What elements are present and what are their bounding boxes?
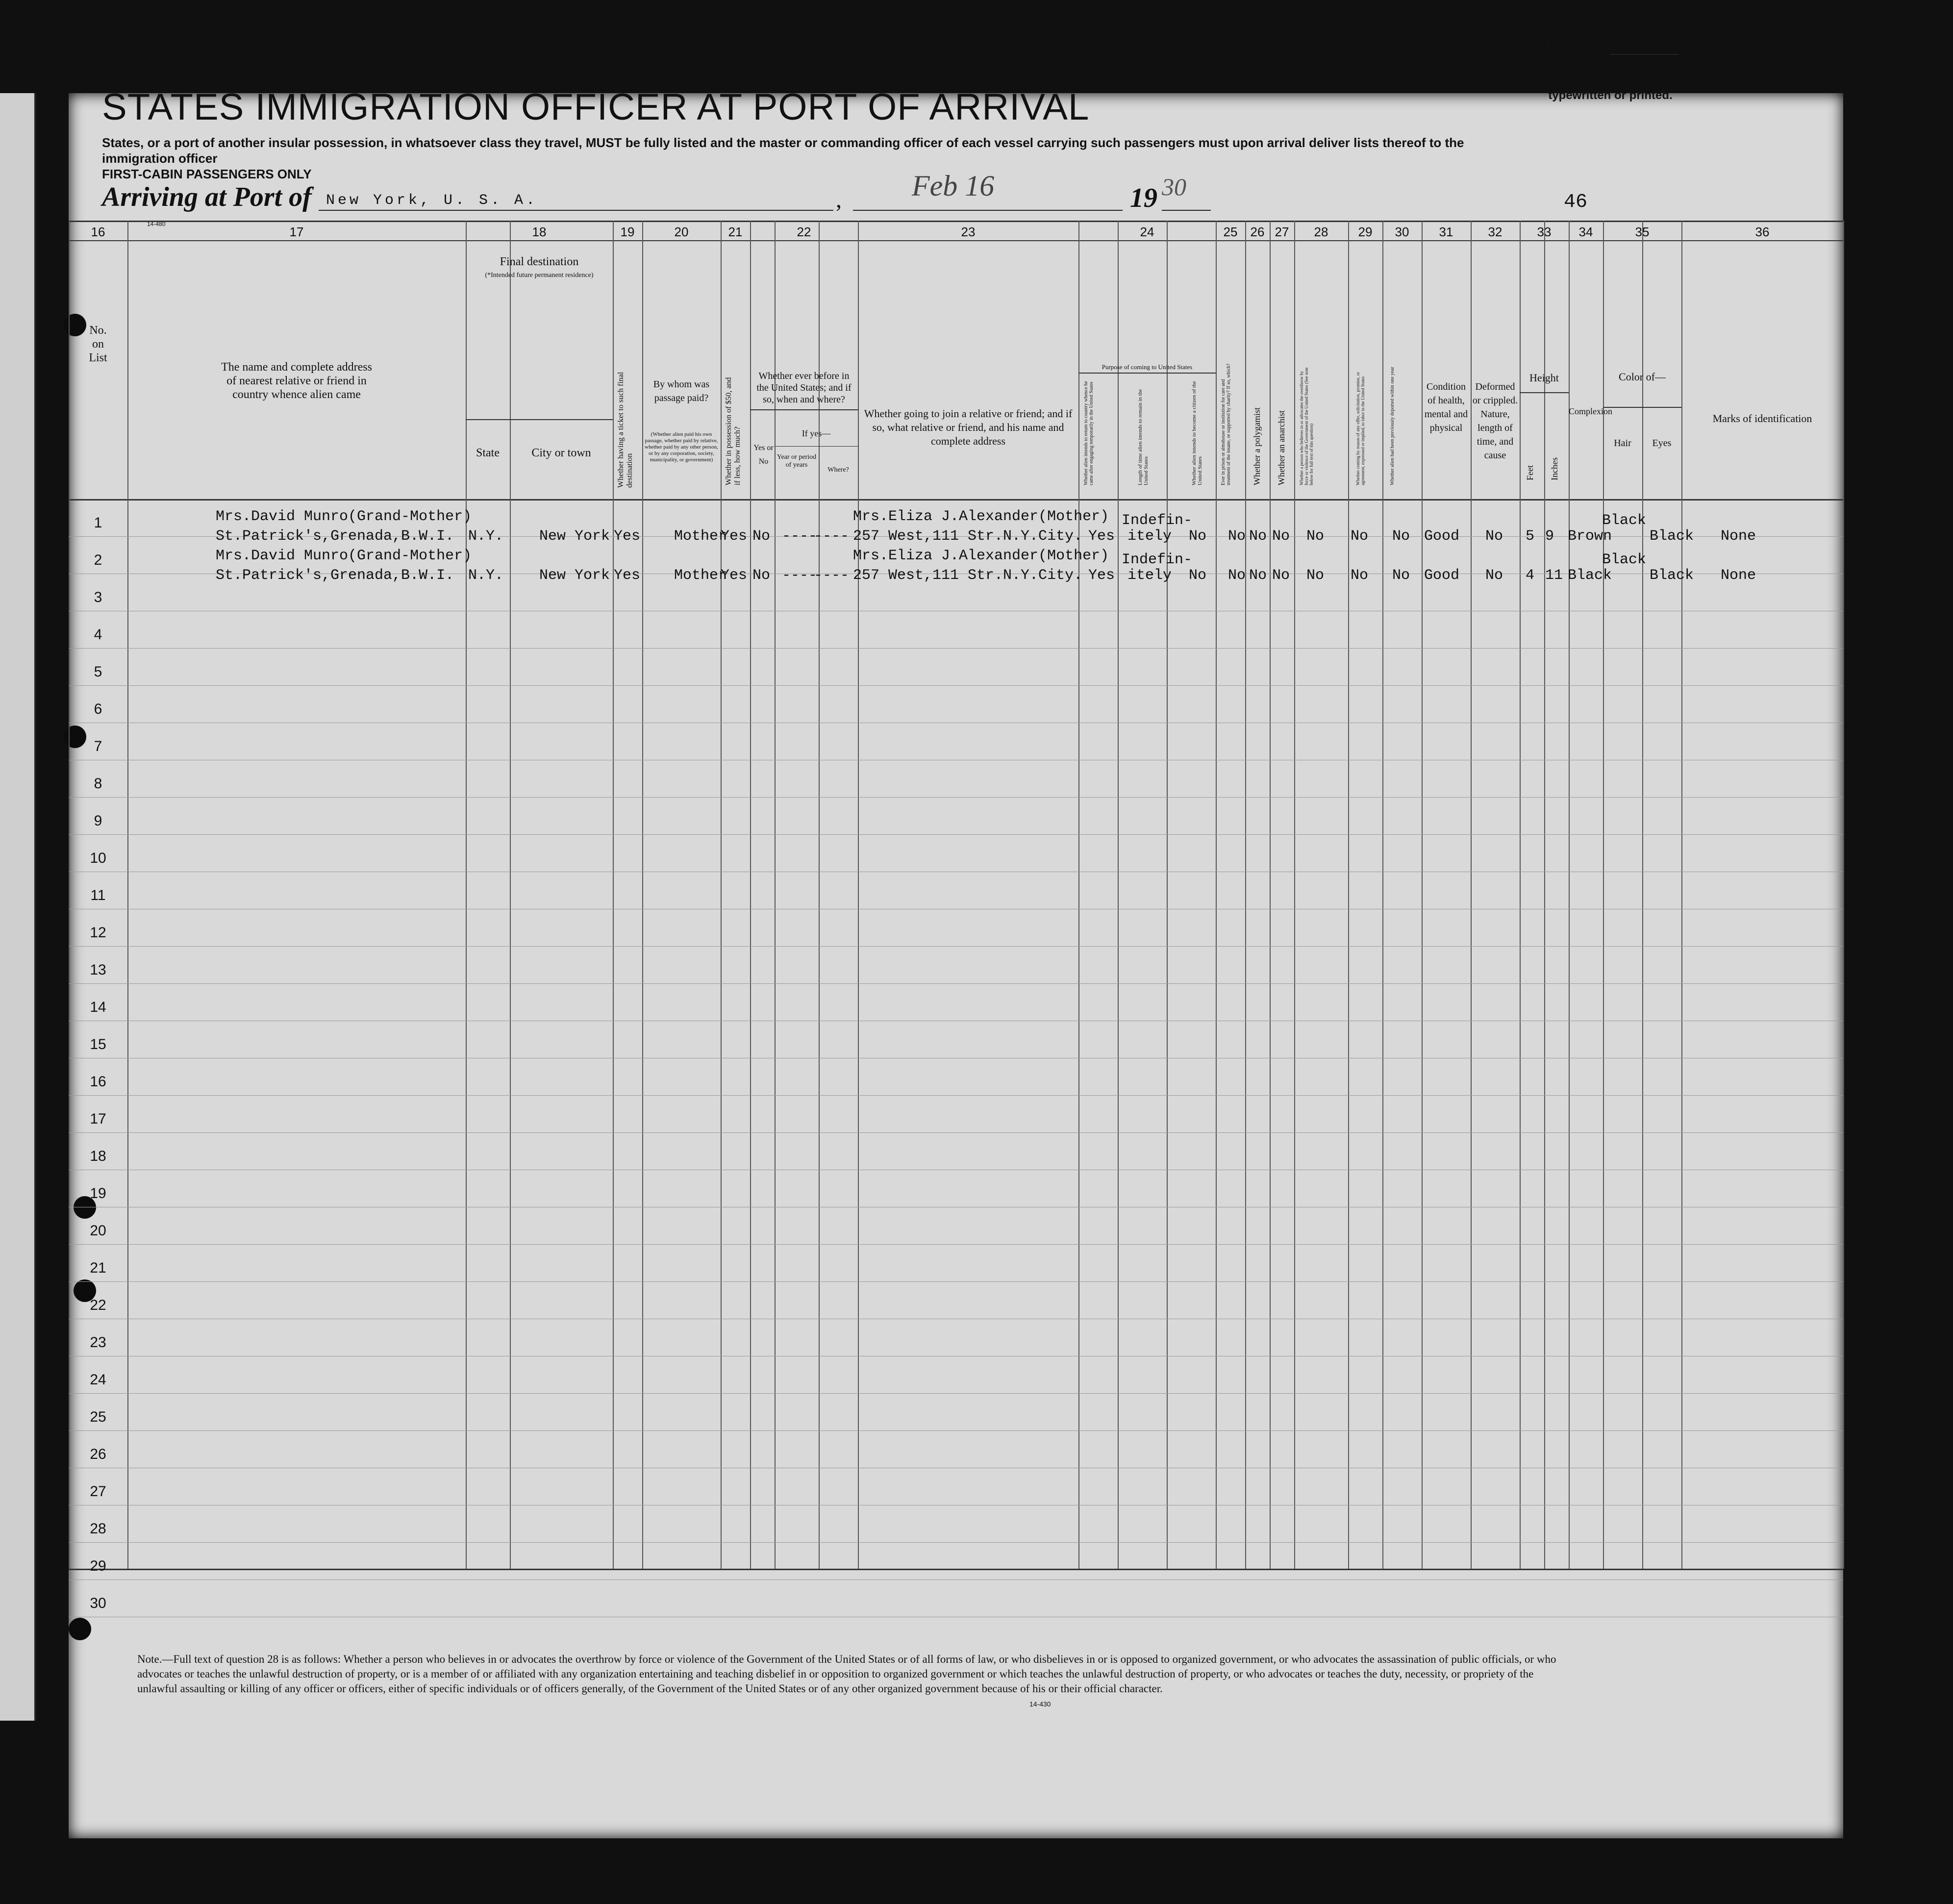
colnum-21: 21 [728,225,743,239]
joining-relative-name: Mrs.Eliza J.Alexander(Mother) [853,548,1109,564]
header-inches: Inches [1550,457,1559,480]
hair-color: Black [1602,551,1647,568]
row-rule [69,946,1843,947]
destination-state: N.Y. [468,567,504,584]
row-number: 4 [94,626,102,643]
form-code: 14-430 [1029,1700,1051,1708]
header-ticket: Whether having a ticket to such final destination [617,372,634,488]
class-line: FIRST-CABIN PASSENGERS ONLY [102,167,312,181]
column-divider [1245,221,1246,1569]
destination-city: New York [539,567,610,584]
eye-color: Black [1650,528,1694,545]
arriving-label: Arriving at Port of [102,182,312,212]
header-polygamist: Whether a polygamist [1252,407,1262,485]
colnum-19: 19 [620,225,635,239]
column-divider [858,221,859,1569]
arrival-date-handwritten: Feb 16 [912,170,995,202]
nearest-relative-address: St.Patrick's,Grenada,B.W.I. [216,567,454,584]
height-inches: 9 [1545,528,1554,545]
colnum-23: 23 [961,225,976,239]
header-if-yes: If yes— [801,428,831,438]
height-feet: 5 [1526,528,1535,545]
column-divider [1078,221,1079,1569]
ever-before-subrule [750,409,858,410]
where-in-us: ---- [814,528,850,545]
header-where: Where? [827,466,849,474]
header-final-destination [466,255,613,282]
row-number: 16 [90,1074,106,1090]
intends-return: Yes [1088,528,1115,545]
identification-marks: None [1721,567,1756,584]
if-yes-subrule [775,446,858,447]
header-paid-by-note: (Whether alien paid his own passage, whether paid by relative, whether paid by any other person, or by any corporation, society, municipality, or government) [645,431,718,463]
header-nearest-relative: The name and complete address of nearest relative or friend in country whence alien came [221,361,372,401]
header-eyes: Eyes [1652,438,1672,449]
row-number: 25 [90,1409,106,1425]
colnum-29: 29 [1358,225,1373,239]
length-of-stay-line1: Indefin- [1122,551,1193,568]
hair-color: Black [1602,512,1647,529]
header-feet: Feet [1525,465,1535,480]
table-bottom-rule [69,1569,1843,1570]
colnum-22: 22 [797,225,811,239]
column-divider [775,221,776,1569]
color-subrule [1603,407,1681,408]
identification-marks: None [1721,528,1756,545]
header-intends-citizen: Whether alien intends to become a citizen of the United States [1191,381,1203,485]
list-underline [1610,54,1679,55]
colnum-30: 30 [1395,225,1409,239]
has-fifty-dollars: Yes [721,567,748,584]
complexion: Black [1568,567,1612,584]
form-code-top: 14-480 [147,221,166,227]
year-handwritten: 30 [1162,173,1186,200]
anarchist: No [1272,528,1290,545]
destination-state: N.Y. [468,528,504,545]
header-year: Year or period of years [776,453,817,469]
health-condition: Good [1424,528,1460,545]
intends-return: Yes [1088,567,1115,584]
column-divider [1569,221,1570,1569]
row-number: 17 [90,1111,106,1127]
length-of-stay-line2: itely [1127,528,1172,545]
row-number: 12 [90,925,106,941]
header-intends-return: Whether alien intends to return to country whence he came after engaging temporarily in the United States [1083,381,1094,485]
header-purpose: Purpose of coming to United States [1102,363,1193,371]
column-divider [750,221,751,1569]
anarchist: No [1272,567,1290,584]
ever-in-prison: No [1228,528,1246,545]
final-destination-label: Final destination [500,255,579,268]
ever-before-in-us: No [752,567,771,584]
purpose-subrule [1078,373,1216,374]
table-header-rule [69,499,1843,501]
column-divider [1167,221,1168,1569]
port-of-arrival: New York, U. S. A. [326,192,538,209]
column-divider [721,221,722,1569]
header-color-of: Color of— [1619,371,1666,383]
row-number: 8 [94,776,102,792]
column-divider [1520,221,1521,1569]
row-rule [69,834,1843,835]
polygamist: No [1249,528,1267,545]
where-in-us: ---- [814,567,850,584]
sheet-number: 46 [1564,191,1588,213]
page-title: STATES IMMIGRATION OFFICER AT PORT OF ARRIVAL [102,86,1090,128]
row-rule [69,1281,1843,1282]
colnum-33: 33 [1537,225,1552,239]
health-condition: Good [1424,567,1460,584]
adjacent-page-edge [0,93,36,1721]
eye-color: Black [1650,567,1694,584]
column-divider [613,221,614,1569]
nearest-relative-name: Mrs.David Munro(Grand-Mother) [216,508,472,525]
complexion: Brown [1568,528,1612,545]
table-colnum-rule [69,240,1843,241]
column-divider [819,221,820,1569]
header-overthrow: Whether a person who believes in or advocates the overthrow by force or violence of the Government of the United States (See note below for full text of this question) [1299,367,1314,485]
row-number: 27 [90,1483,106,1500]
polygamist: No [1249,567,1267,584]
colnum-31: 31 [1439,225,1453,239]
row-rule [69,1430,1843,1431]
header-paid-by: By whom was passage paid? [653,379,710,403]
column-divider [1118,221,1119,1569]
final-destination-note: (*Intended future permanent residence) [485,272,594,279]
intends-citizen: No [1189,567,1207,584]
destination-city: New York [539,528,610,545]
colnum-17: 17 [289,225,304,239]
row-rule [69,1132,1843,1133]
labor-contract: No [1351,567,1369,584]
header-city: City or town [531,447,591,459]
years-in-us: ---- [782,567,818,584]
row-number: 5 [94,664,102,680]
header-prison: Ever in prison or almshouse or institution for care and treatment of the insane, or supported by charity? If so, which? [1221,363,1231,485]
overthrow-advocate: No [1306,528,1325,545]
row-number: 30 [90,1595,106,1611]
row-number: 21 [90,1260,106,1276]
colnum-28: 28 [1314,225,1328,239]
colnum-20: 20 [674,225,689,239]
row-rule [69,1579,1843,1580]
row-number: 9 [94,813,102,829]
length-of-stay-line1: Indefin- [1122,512,1193,529]
row-number: 11 [90,887,106,903]
row-number: 24 [90,1372,106,1388]
header-length-of-time: Length of time alien intends to remain in the United States [1137,389,1149,485]
header-deformed: Deformed or crippled. Nature, length of time, and cause [1472,381,1518,461]
row-number: 10 [90,850,106,866]
column-divider [1544,221,1545,1569]
height-feet: 4 [1526,567,1535,584]
list-number: 5 [1618,28,1630,55]
list-label: List [1543,35,1577,59]
has-fifty-dollars: Yes [721,528,748,545]
colnum-16: 16 [91,225,105,239]
deformed: No [1485,567,1503,584]
subtitle-text: States, or a port of another insular possession, in whatsoever class they travel, MUST be fully listed and the master or commanding officer of each vessel carrying such passengers must upon arrival deliver lists thereof to the immigration officer [102,135,1464,166]
manifest-sheet [69,93,1843,1838]
height-subrule [1520,392,1569,393]
year-underline [1162,210,1211,211]
joining-relative-address: 257 West,111 Str.N.Y.City. [853,567,1083,584]
row-number: 28 [90,1521,106,1537]
column-divider [1603,221,1604,1569]
column-divider [510,221,511,1569]
colnum-35: 35 [1635,225,1650,239]
joining-relative-name: Mrs.Eliza J.Alexander(Mother) [853,508,1109,525]
header-fifty-dollars: Whether in possession of $50, and if less, how much? [725,377,742,485]
row-number: 26 [90,1446,106,1462]
overthrow-advocate: No [1306,567,1325,584]
binder-hole [69,1618,91,1640]
header-no-on-list: No. on List [89,324,107,364]
row-number: 3 [94,589,102,605]
final-destination-subrule [466,419,613,420]
colnum-27: 27 [1275,225,1289,239]
header-complexion: Complexion [1569,406,1612,416]
row-number: 29 [90,1558,106,1574]
row-number: 23 [90,1334,106,1351]
header-marks: Marks of identification [1712,412,1812,425]
previously-deported: No [1392,528,1410,545]
typewritten-instructions: The entries on this sheet must be typewritten or printed. [1517,74,1704,102]
row-number: 22 [90,1297,106,1313]
row-number: 20 [90,1223,106,1239]
column-divider [1843,221,1844,1569]
binder-hole [64,314,86,336]
colnum-25: 25 [1223,225,1238,239]
row-number: 18 [90,1148,106,1164]
port-underline [319,210,833,211]
ever-before-in-us: No [752,528,771,545]
labor-contract: No [1351,528,1369,545]
row-rule [69,1393,1843,1394]
row-number: 2 [94,552,102,568]
row-rule [69,648,1843,649]
header-health: Condition of health, mental and physical [1424,381,1468,433]
row-rule [69,797,1843,798]
nearest-relative-address: St.Patrick's,Grenada,B.W.I. [216,528,454,545]
row-rule [69,983,1843,984]
has-ticket: Yes [614,528,641,545]
column-divider [1382,221,1383,1569]
column-divider [642,221,643,1569]
colnum-18: 18 [532,225,547,239]
footnote-question-28: Note.—Full text of question 28 is as follows: Whether a person who believes in or advocates the overthrow by force or violence of the Government of the United States or of all forms of law, or who disbelieves in or is opposed to organized government, or who advocates the assassination of public officials, or who advocates or teaches the unlawful destruction of property, or is a member of or affiliated with any organization entertaining and teaching disbelief in or opposition to organized government or which teaches the unlawful destruction of property, or who advocates or teaches the duty, necessity, or propriety of the unlawful assaulting or killing of any officer or officers, either of specific individuals or of officers generally, of the Government of the United States or of any other organized government because of his or their official character. [137,1653,1556,1695]
joining-relative-address: 257 West,111 Str.N.Y.City. [853,528,1083,545]
has-ticket: Yes [614,567,641,584]
row-number: 6 [94,701,102,717]
header-state: State [476,447,500,459]
row-rule [69,1095,1843,1096]
header-join-relative: Whether going to join a relative or friend; and if so, what relative or friend, and his name and complete address [864,407,1073,447]
column-divider [1294,221,1295,1569]
intends-citizen: No [1189,528,1207,545]
row-number: 15 [90,1036,106,1052]
row-rule [69,1244,1843,1245]
row-number: 19 [90,1185,106,1202]
row-number: 1 [94,515,102,531]
column-divider [1642,221,1643,1569]
header-anarchist: Whether an anarchist [1277,410,1286,485]
column-divider [466,221,467,1569]
column-divider [127,221,128,1569]
header-labor: Whether coming by reason of any offer, solicitation, promise, or agreement, expressed or implied, to labor in the United States [1355,372,1365,485]
height-inches: 11 [1545,567,1563,584]
column-divider [1270,221,1271,1569]
passage-paid-by: Mother [674,567,727,584]
colnum-26: 26 [1250,225,1265,239]
colnum-34: 34 [1578,225,1593,239]
nearest-relative-name: Mrs.David Munro(Grand-Mother) [216,548,472,564]
passage-paid-by: Mother [674,528,727,545]
row-rule [69,685,1843,686]
colnum-32: 32 [1488,225,1502,239]
subtitle [102,135,1475,182]
colnum-36: 36 [1755,225,1770,239]
header-ever-before: Whether ever before in the United States; and if so, when and where? [756,371,851,405]
table-top-rule [69,221,1843,222]
column-divider [1348,221,1349,1569]
row-rule [69,1542,1843,1543]
column-divider [1216,221,1217,1569]
length-of-stay-line2: itely [1127,567,1172,584]
header-yes-no: Yes or No [753,444,774,466]
previously-deported: No [1392,567,1410,584]
row-number: 13 [90,962,106,978]
date-underline [853,210,1123,211]
year-printed: 19 [1130,183,1157,213]
header-hair: Hair [1614,438,1631,449]
deformed: No [1485,528,1503,545]
header-height: Height [1529,372,1559,384]
comma: , [836,187,842,213]
ever-in-prison: No [1228,567,1246,584]
colnum-24: 24 [1140,225,1154,239]
header-deported: Whether alien had been previously deported within one year [1390,367,1395,485]
row-number: 14 [90,999,106,1015]
row-number: 7 [94,738,102,754]
years-in-us: ---- [782,528,818,545]
